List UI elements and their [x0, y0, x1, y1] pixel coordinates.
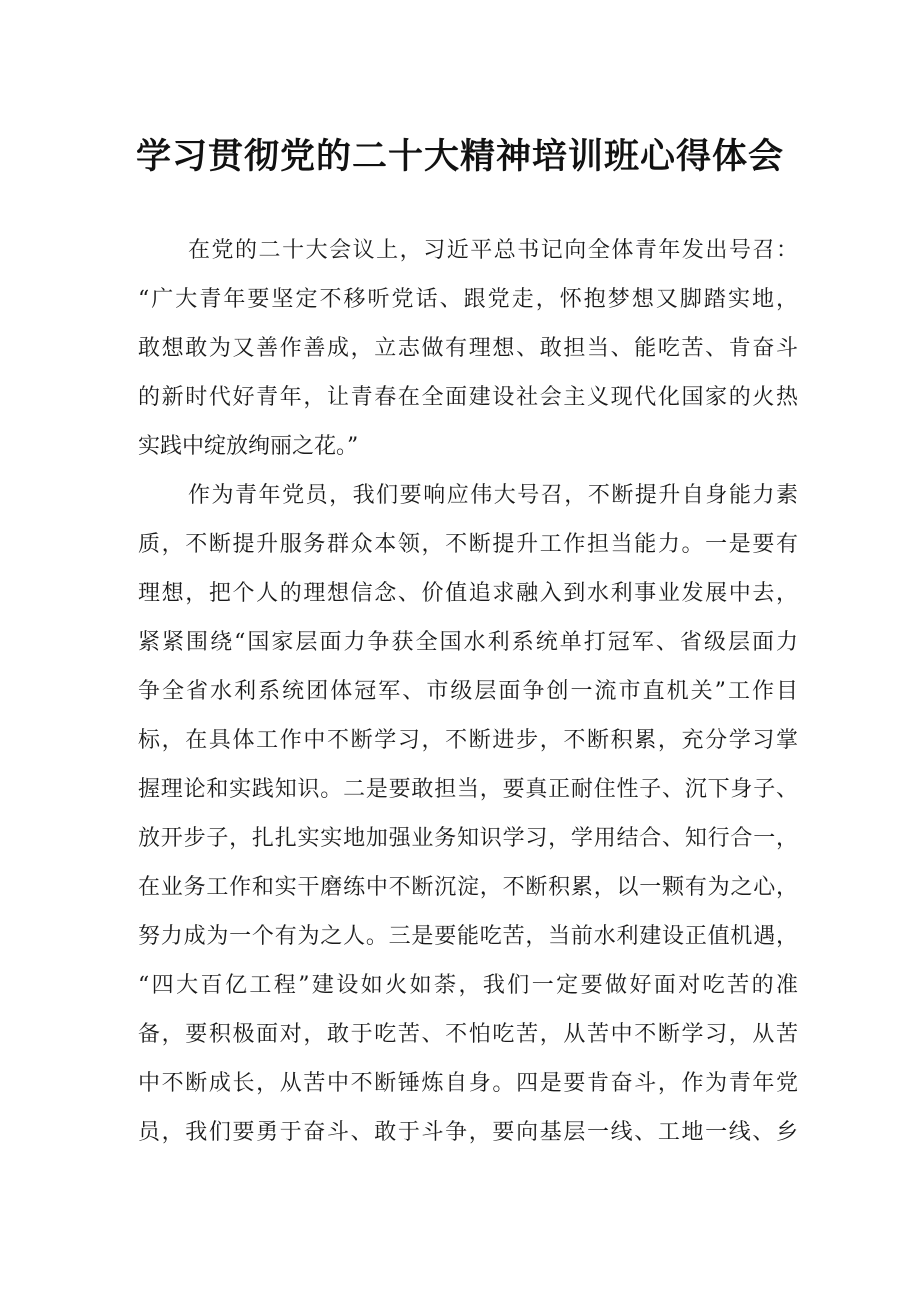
paragraph-2-line-6: 标，在具体工作中不断学习，不断进步，不断积累，充分学习掌	[138, 728, 798, 753]
paragraph-1-line-4: 的新时代好青年，让青春在全面建设社会主义现代化国家的火热	[138, 385, 798, 410]
paragraph-2-line-7: 握理论和实践知识。二是要敢担当，要真正耐住性子、沉下身子、	[138, 777, 798, 802]
paragraph-2-line-1: 作为青年党员，我们要响应伟大号召，不断提升自身能力素	[188, 483, 798, 508]
paragraph-2-line-9: 在业务工作和实干磨练中不断沉淀，不断积累，以一颗有为之心，	[138, 875, 798, 900]
document-title: 学习贯彻党的二十大精神培训班心得体会	[135, 137, 784, 177]
paragraph-2-line-8: 放开步子，扎扎实实地加强业务知识学习，学用结合、知行合一，	[138, 826, 798, 851]
paragraph-2-line-4: 紧紧围绕“国家层面力争获全国水利系统单打冠军、省级层面力	[138, 630, 798, 655]
paragraph-2-line-2: 质，不断提升服务群众本领，不断提升工作担当能力。一是要有	[138, 532, 798, 557]
paragraph-2-line-14: 员，我们要勇于奋斗、敢于斗争，要向基层一线、工地一线、乡	[138, 1120, 798, 1145]
paragraph-2-line-5: 争全省水利系统团体冠军、市级层面争创一流市直机关”工作目	[138, 679, 798, 704]
paragraph-1-line-2: “广大青年要坚定不移听党话、跟党走，怀抱梦想又脚踏实地，	[138, 287, 798, 312]
paragraph-2-line-10: 努力成为一个有为之人。三是要能吃苦，当前水利建设正值机遇，	[138, 924, 798, 949]
paragraph-1-line-1: 在党的二十大会议上，习近平总书记向全体青年发出号召：	[188, 238, 798, 263]
paragraph-2-line-11: “四大百亿工程”建设如火如荼，我们一定要做好面对吃苦的准	[138, 973, 798, 998]
paragraph-2-line-13: 中不断成长，从苦中不断锤炼自身。四是要肯奋斗，作为青年党	[138, 1071, 798, 1096]
document-body	[138, 226, 798, 1157]
paragraph-2-line-3: 理想，把个人的理想信念、价值追求融入到水利事业发展中去，	[138, 581, 798, 606]
paragraph-1-line-5: 实践中绽放绚丽之花。”	[138, 434, 359, 459]
paragraph-2-line-12: 备，要积极面对，敢于吃苦、不怕吃苦，从苦中不断学习，从苦	[138, 1022, 798, 1047]
paragraph-1-line-3: 敢想敢为又善作善成，立志做有理想、敢担当、能吃苦、肯奋斗	[138, 336, 798, 361]
